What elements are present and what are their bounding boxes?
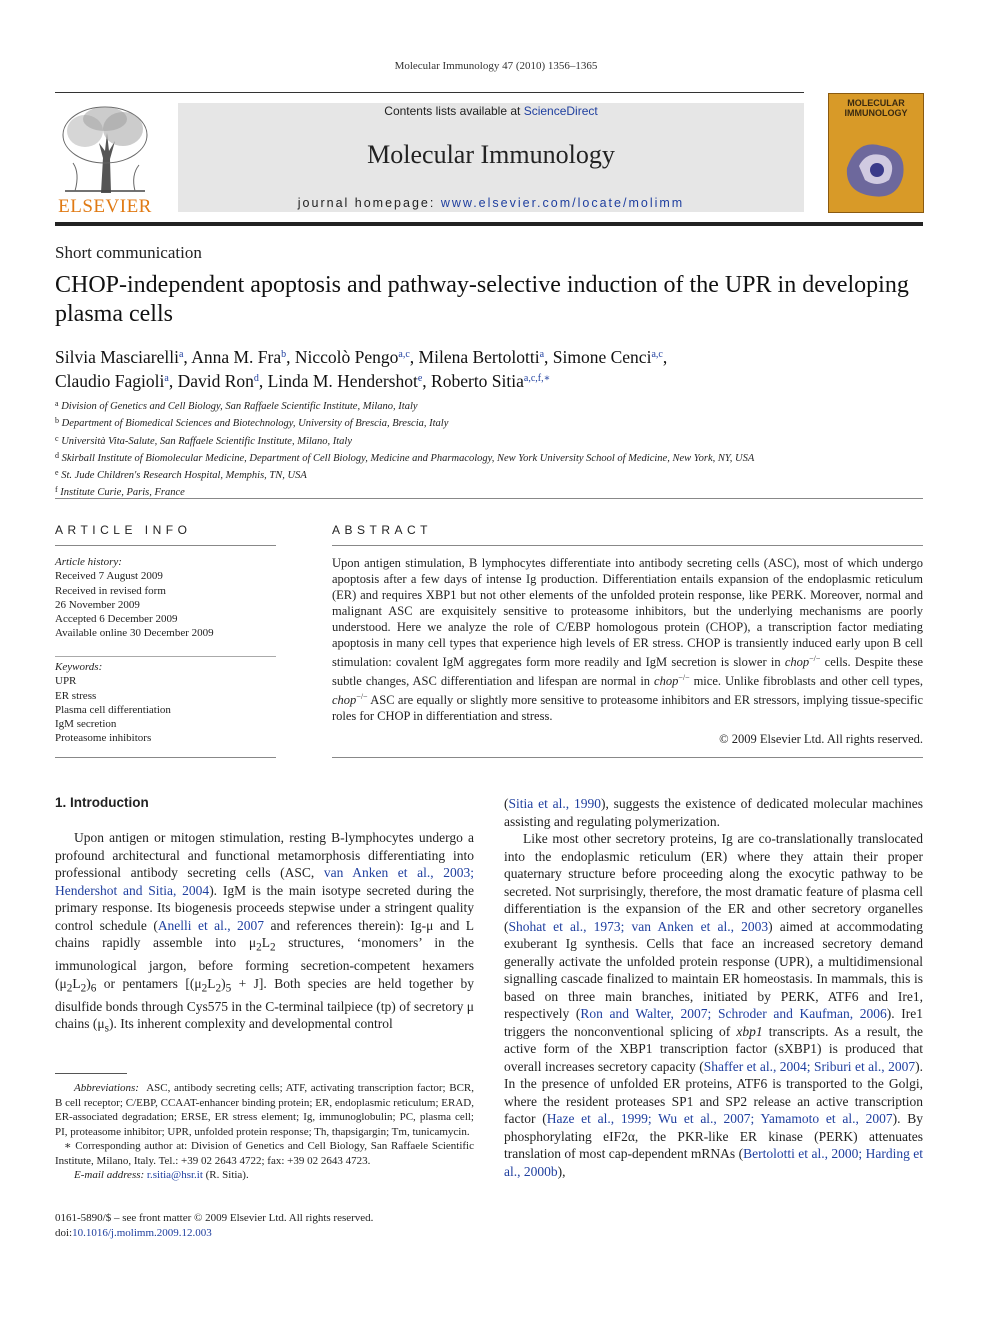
doi-link[interactable]: 10.1016/j.molimm.2009.12.003 (72, 1227, 212, 1239)
corresponding-author: ∗ Corresponding author at: Division of Genetics and Cell Biology, San Raffaele Scientific Institute, Milano, Italy. Tel.: +39 02 2643 4722; fax: +39 02 2643 4723. (55, 1140, 474, 1167)
citation-link[interactable]: Anelli et al., 2007 (157, 917, 265, 933)
chop-gene: chop (332, 693, 357, 707)
history-item: Received in revised form (55, 584, 166, 597)
citation-link[interactable]: Bertolotti et al., 2000; Harding et al., 2000b (504, 1146, 924, 1179)
citation-link[interactable]: Haze et al., 1999; Wu et al., 2007; Yamamoto et al., 2007 (546, 1111, 893, 1126)
email-link[interactable]: r.sitia@hsr.it (146, 1169, 203, 1181)
journal-citation: Molecular Immunology 47 (2010) 1356–1365 (394, 60, 598, 72)
author-affiliation-marker[interactable]: e (417, 373, 423, 384)
history-item: Available online 30 December 2009 (55, 627, 214, 640)
author-name: Linda M. Hendershot (267, 371, 418, 391)
footnotes (55, 1081, 474, 1183)
affiliation-item: $^b$ Department of Biomedical Sciences and Biotechnology, University of Brescia, Brescia, Italy (55, 416, 449, 430)
intro-right-column: (Sitia et al., 1990), suggests the existence of dedicated molecular machines assisting and regulating polymerization. Like most other secretory proteins, Ig are co-translationally translocated into the endoplasmic reticulum (ER) where they attain their proper quaternary structure before proceeding along the exocytic pathway to be secreted. Not surprisingly, therefore, the most dramatic feature of plasma cell differentiation is the expansion of the ER and other secretory organelles (Shohat et al., 1973; van Anken et al., 2003) aimed at accommodating exuberant Ig synthesis. Cells that face an increased secretory demand generally activate the unfolded protein response (UPR), a multidimensional signalling cascade finalized to maintain ER homeostasis. In mammals, this is based on three main branches, initiated by PERK, ATF6 and Ire1, respectively (Ron and Walter, 2007; Schroder and Kaufman, 2006). Ire1 triggers the nonconventional splicing of xbp1 transcripts. As a result, the active form of the XBP1 transcription factor (sXBP1) is produced that overall increases secretory capacity (Shaffer et al., 2004; Sriburi et al., 2007). In the presence of unfolded ER proteins, ATF6 is transported to the Golgi, where the resident proteases SP1 and SP2 release an active transcription factor (Haze et al., 1999; Wu et al., 2007; Yamamoto et al., 2007). By phosphorylating eIF2α, the PKR-like ER kinase (PERK) attenuates translation of most cap-dependent mRNAs (Bertolotti et al., 2000; Harding et al., 2000b), (504, 796, 924, 1179)
abstract-text (332, 555, 923, 724)
abstract-copyright: © 2009 Elsevier Ltd. All rights reserved. (719, 732, 923, 746)
sciencedirect-link[interactable]: ScienceDirect (523, 104, 598, 118)
citation-link[interactable]: Shohat et al., 1973; van Anken et al., 2003 (508, 918, 769, 934)
abstract-part-b: cells. Despite these subtle changes, ASC differentiation and lifespan are normal in (332, 655, 924, 688)
affil-rule (55, 498, 923, 499)
keyword-item: Plasma cell differentiation (55, 703, 171, 716)
citation-link[interactable]: Shaffer et al., 2004; Sriburi et al., 2007 (703, 1058, 916, 1074)
email-suffix: (R. Sitia). (202, 1169, 249, 1181)
header-top-rule (55, 92, 804, 93)
article-title: CHOP-independent apoptosis and pathway-selective induction of the UPR in developing plasma cells (55, 272, 909, 327)
affiliation-item: $^e$ St. Jude Children's Research Hospital, Memphis, TN, USA (55, 468, 307, 482)
history-item: 26 November 2009 (55, 598, 140, 611)
knockout-mark: −/− (809, 654, 821, 663)
elsevier-tree-logo (55, 103, 155, 195)
author-affiliation-marker[interactable]: a,c (651, 349, 663, 360)
author-list (55, 344, 925, 392)
history-list (55, 569, 280, 640)
chop-gene: chop (784, 655, 810, 669)
homepage-link[interactable]: www.elsevier.com/locate/molimm (440, 196, 685, 210)
header-thick-rule (55, 222, 923, 226)
abstract-heading: ABSTRACT (332, 523, 433, 537)
abstract-part-a: Upon antigen stimulation, B lymphocytes differentiate into antibody secreting cells (ASC), most of which undergo apoptosis after a few days of intense Ig production. Differentiation entails expansion of the endoplasmic reticulum (ER) and requires XBP1 but not other elements of the unfolded protein response, like PERK. Moreover, normal and malignant ASC are exquisitely sensitive to proteasome inhibitors, but the underlying mechanisms are poorly understood. Here we analyze the role of C/EBP homologous protein (CHOP), a transcription factor mediating apoptosis in many cell types that experience high levels of ER stress. CHOP is transiently induced early upon B cell stimulation: covalent IgM aggregates form more readily and IgM secretion is slower in (332, 556, 923, 669)
affiliations (55, 397, 935, 501)
history-label: Article history: (55, 556, 122, 568)
journal-cover-image (828, 93, 924, 213)
author-name: Anna M. Fra (191, 347, 282, 367)
keywords-block (55, 660, 280, 746)
abstract-rule (332, 545, 923, 546)
doi-prefix: doi: (55, 1227, 73, 1239)
author-name: Milena Bertolotti (418, 347, 540, 367)
introduction-heading: 1. Introduction (55, 795, 149, 810)
author-affiliation-marker[interactable]: b (281, 349, 287, 360)
contents-line (178, 104, 804, 118)
journal-name: Molecular Immunology (367, 140, 615, 169)
keyword-item: UPR (55, 675, 77, 688)
doi-line (55, 1227, 212, 1239)
keywords-list (55, 674, 280, 745)
author-affiliation-marker[interactable]: a (539, 349, 545, 360)
abbreviations-label: Abbreviations: (74, 1082, 139, 1094)
abbreviations-text: ASC, antibody secreting cells; ATF, activating transcription factor; BCR, B cell receptor; C/EBP, CCAAT-enhancer binding protein; ER, endoplasmic reticulum; ERAD, ER-associated degradation; ERSE, ER stress element; Ig, immunoglobulin; PC, plasma cell; PI, proteasome inhibitor; UPR, unfolded protein response; Th, thapsigargin; Tm, tunicamycin. (55, 1082, 474, 1138)
author-affiliation-marker[interactable]: d (253, 373, 259, 384)
abstract-part-d: ASC are equally or slightly more sensitive to proteasome inhibitors and ER stressors, implying tissue-specific roles for CHOP in differentiation and stress. (332, 693, 923, 723)
cover-title: MOLECULAR IMMUNOLOGY (844, 98, 908, 118)
footnote-rule (55, 1073, 127, 1074)
citation-link[interactable]: van Anken et al., 2003; Hendershot and Sitia, 2004 (55, 865, 475, 898)
affiliation-item: $^d$ Skirball Institute of Biomolecular Medicine, Department of Cell Biology, Medicine and Pharmacology, New York University School of Medicine, New York, NY, USA (55, 450, 755, 464)
chop-gene: chop (654, 674, 679, 688)
affiliation-item: $^f$ Institute Curie, Paris, France (55, 485, 185, 499)
intro-left-column: Upon antigen or mitogen stimulation, resting B-lymphocytes undergo a profound architectural and functional metamorphosis differentiating into professional antibody secreting cells (ASC, van Anken et al., 2003; Hendershot and Sitia, 2004). IgM is the main isotype secreted during the primary response. Its biogenesis proceeds stepwise under a stringent quality control schedule (Anelli et al., 2007 and references therein): Ig-μ and L chains rapidly assemble into $\mu_2L_2$ structures, ‘monomers’ in the immunological jargon, before forming secretion-competent hexamers $(\mu_2L_2)_6$ or pentamers $[(\mu_2L_2)_5 + J]$. Both species are held together by disulfide bonds through Cys575 in the C-terminal tailpiece (tp) of secretory μ chains $(\mu_s)$. Its inherent complexity and developmental control (55, 830, 475, 1036)
article-type: Short communication (55, 243, 202, 262)
affiliation-item: $^c$ Università Vita-Salute, San Raffaele Scientific Institute, Milano, Italy (55, 433, 353, 447)
author-name: Niccolò Pengo (294, 347, 399, 367)
citation-link[interactable]: Ron and Walter, 2007; Schroder and Kaufman, 2006 (580, 1006, 887, 1021)
keywords-rule (55, 656, 276, 657)
issn-line: 0161-5890/$ – see front matter © 2009 Elsevier Ltd. All rights reserved. (55, 1212, 374, 1224)
author-line-2: Claudio Fagioli$^a$, David Ron$^d$, Linda M. Hendershot$^e$, Roberto Sitia$^{a,c,f,∗}$ (55, 371, 551, 391)
abstract-part-c: mice. Unlike fibroblasts and other cell types, (689, 674, 923, 688)
author-affiliation-marker[interactable]: a,c,f,∗ (523, 373, 551, 384)
author-name: Simone Cenci (552, 347, 652, 367)
keyword-item: IgM secretion (55, 718, 117, 731)
contents-prefix: Contents lists available at (384, 104, 524, 118)
history-item: Received 7 August 2009 (55, 570, 163, 583)
citation-link[interactable]: Sitia et al., 1990 (508, 796, 601, 811)
article-info-rule (55, 545, 276, 546)
article-info-heading: ARTICLE INFO (55, 523, 192, 537)
keywords-label: Keywords: (55, 661, 103, 673)
author-affiliation-marker[interactable]: a,c (398, 349, 410, 360)
article-history (55, 555, 280, 641)
author-name: David Ron (177, 371, 254, 391)
author-affiliation-marker[interactable]: a (178, 349, 184, 360)
author-line-1: Silvia Masciarelli$^a$, Anna M. Fra$^b$, Niccolò Pengo$^{a,c}$, Milena Bertolotti$^a$, Simone Cenci$^{a,c}$, (55, 347, 668, 367)
affiliation-item: $^a$ Division of Genetics and Cell Biology, San Raffaele Scientific Institute, Milano, Italy (55, 399, 418, 412)
homepage-prefix: journal homepage: (297, 196, 441, 210)
email-label: E-mail address: (74, 1169, 147, 1181)
journal-homepage (178, 196, 804, 210)
keyword-item: ER stress (55, 689, 97, 702)
author-affiliation-marker[interactable]: a (164, 373, 169, 384)
author-name: Claudio Fagioli (55, 371, 165, 391)
author-name: Silvia Masciarelli (55, 347, 179, 367)
history-item: Accepted 6 December 2009 (55, 613, 178, 626)
knockout-mark: −/− (356, 692, 368, 701)
publisher-wordmark: ELSEVIER (58, 196, 152, 217)
author-name: Roberto Sitia (431, 371, 524, 391)
keyword-item: Proteasome inhibitors (55, 732, 152, 745)
article-info-bottom-rule (55, 757, 276, 758)
knockout-mark: −/− (678, 673, 690, 682)
abstract-bottom-rule (332, 757, 923, 758)
